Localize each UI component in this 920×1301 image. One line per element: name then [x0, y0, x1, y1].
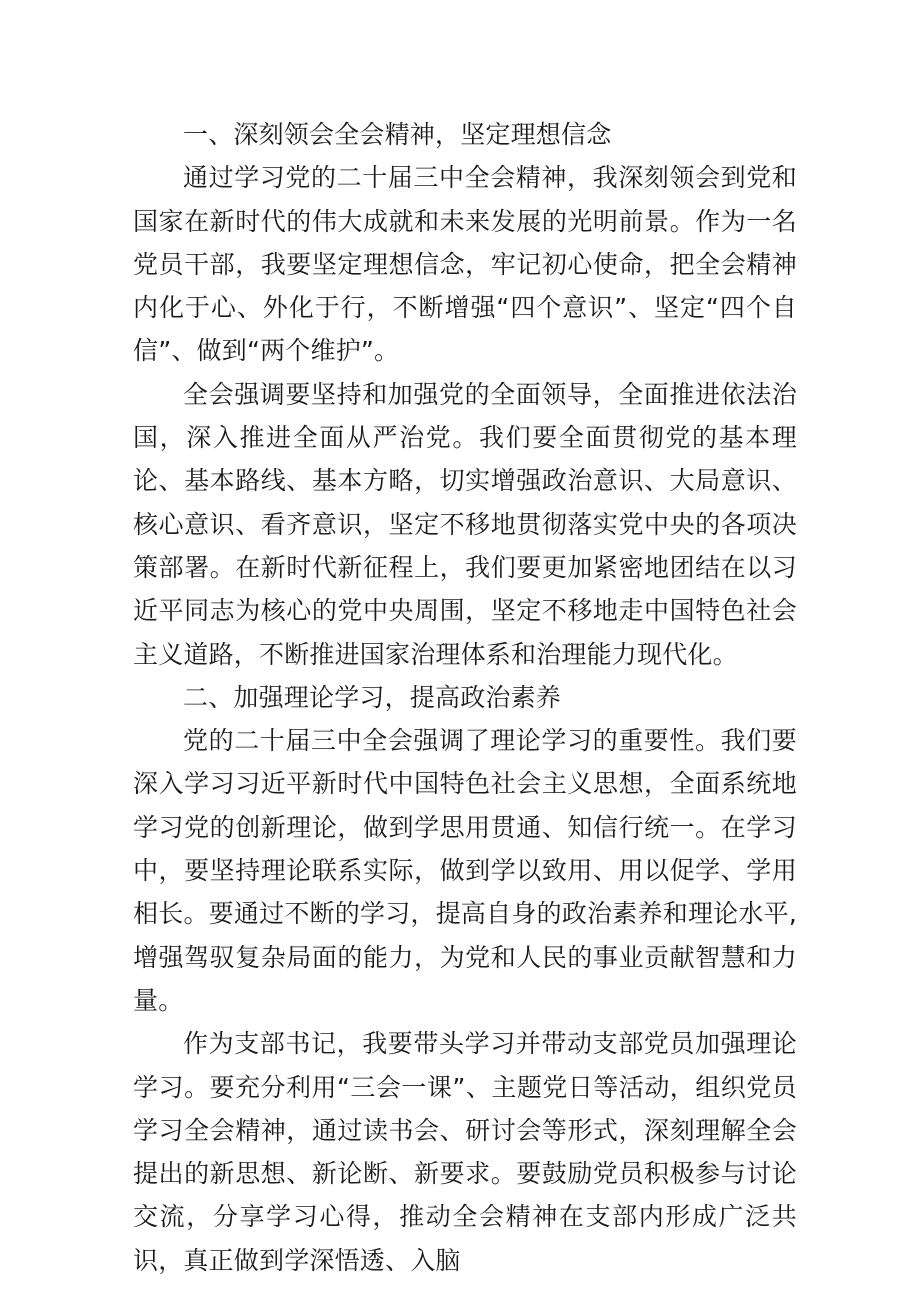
section-heading-1: 一、深刻领会全会精神，坚定理想信念 — [183, 120, 612, 149]
document-body — [133, 113, 797, 1282]
section-heading-2: 二、加强理论学习，提高政治素养 — [183, 682, 562, 712]
section-2-paragraph-1: 党的二十届三中全会强调了理论学习的重要性。我们要深入学习习近平新时代中国特色社会主义思想，全面系统地学习党的创新理论，做到学思用贯通、知信行统一。在学习中，要坚持理论联系实际，做到学以致用、用以促学、学用相长。要通过不断的学习，提高自身的政治素养和理论水平,增强驾驭复杂局面的能力，为党和人民的事业贡献智慧和力量。 — [133, 726, 797, 1015]
section-1-paragraph-1: 通过学习党的二十届三中全会精神，我深刻领会到党和国家在新时代的伟大成就和未来发展的光明前景。作为一名党员干部，我要坚定理想信念，牢记初心使命，把全会精神内化于心、外化于行，不断增强“四个意识”、坚定“四个自信”、做到“两个维护”。 — [133, 163, 797, 366]
section-2-paragraph-2: 作为支部书记，我要带头学习并带动支部党员加强理论学习。要充分利用“三会一课”、主题党日等活动，组织党员学习全会精神，通过读书会、研讨会等形式，深刻理解全会提出的新思想、新论断、新要求。要鼓励党员积极参与讨论交流，分享学习心得，推动全会精神在支部内形成广泛共识，真正做到学深悟透、入脑 — [133, 1029, 797, 1275]
section-1-paragraph-2: 全会强调要坚持和加强党的全面领导，全面推进依法治国，深入推进全面从严治党。我们要全面贯彻党的基本理论、基本路线、基本方略，切实增强政治意识、大局意识、核心意识、看齐意识，坚定不移地贯彻落实党中央的各项决策部署。在新时代新征程上，我们要更加紧密地团结在以习近平同志为核心的党中央周围，坚定不移地走中国特色社会主义道路，不断推进国家治理体系和治理能力现代化。 — [133, 379, 797, 669]
